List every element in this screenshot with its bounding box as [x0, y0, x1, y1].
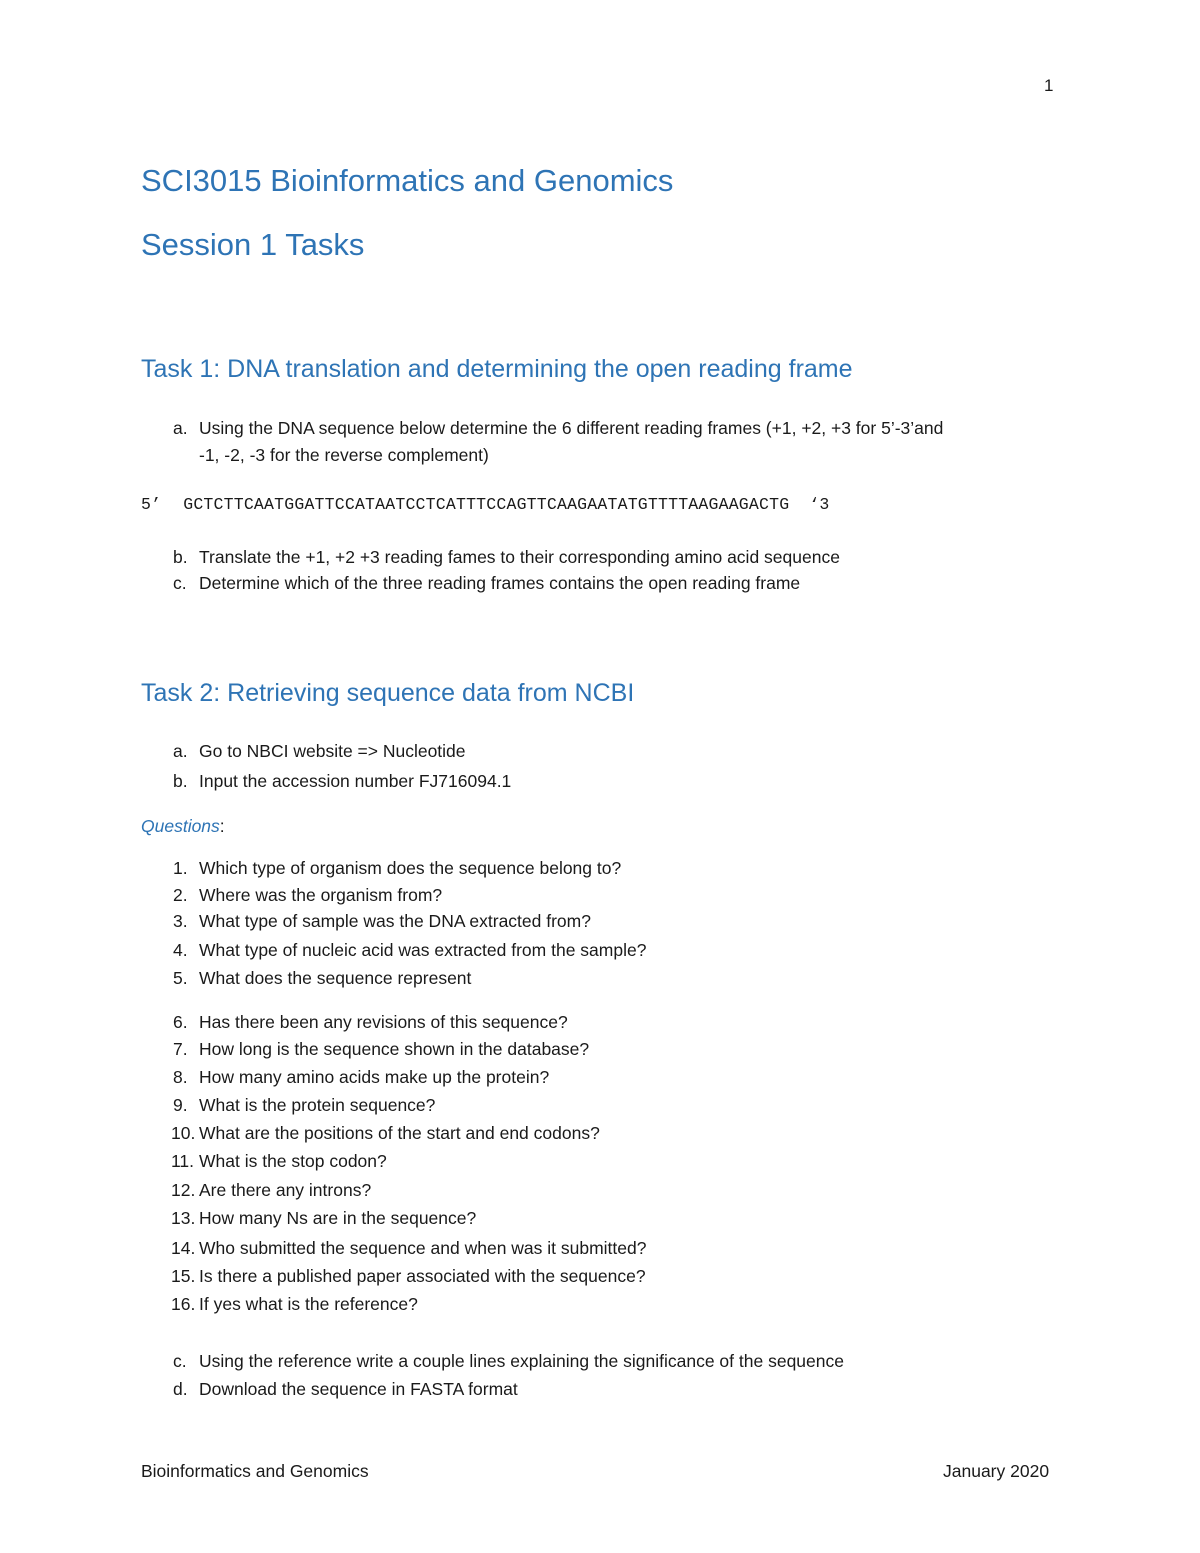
session-title: Session 1 Tasks [141, 227, 365, 262]
question-text: Is there a published paper associated with the sequence? [199, 1266, 646, 1286]
footer-date: January 2020 [943, 1461, 1050, 1481]
question-number: 5. [173, 968, 188, 988]
question-number: 16. [171, 1294, 196, 1314]
footer-course-name: Bioinformatics and Genomics [141, 1461, 369, 1481]
list-item-text: Go to NBCI website => Nucleotide [199, 741, 466, 761]
question-item [141, 968, 471, 989]
list-item-text: -1, -2, -3 for the reverse complement) [199, 445, 489, 465]
question-number: 12. [171, 1180, 196, 1200]
question-number: 11. [171, 1151, 195, 1171]
question-item [141, 911, 591, 932]
question-item [141, 1208, 476, 1229]
question-number: 8. [173, 1067, 188, 1087]
page-number: 1 [1044, 76, 1054, 95]
task1-heading: Task 1: DNA translation and determining the open reading frame [141, 355, 853, 383]
document-title: SCI3015 Bioinformatics and Genomics [141, 163, 674, 198]
question-item [141, 1012, 568, 1033]
question-item [141, 1067, 549, 1088]
dna-sequence [141, 495, 830, 514]
question-number: 9. [173, 1095, 188, 1115]
question-item [141, 1095, 435, 1116]
question-item [141, 1123, 600, 1144]
sequence-start-label: 5’ [141, 495, 162, 514]
list-item-text: Determine which of the three reading frames contains the open reading frame [199, 573, 801, 593]
question-number: 1. [173, 858, 188, 878]
task1-item-b [141, 547, 840, 568]
list-marker: c. [173, 573, 187, 593]
question-number: 3. [173, 911, 188, 931]
list-item-text: Input the accession number FJ716094.1 [199, 771, 512, 791]
question-item [141, 1180, 371, 1201]
question-text: What type of nucleic acid was extracted from the sample? [199, 940, 647, 960]
question-item [141, 885, 442, 906]
question-text: If yes what is the reference? [199, 1294, 418, 1314]
question-item [141, 1151, 387, 1172]
question-item [141, 1039, 589, 1060]
question-item [141, 1238, 646, 1259]
question-number: 14. [171, 1238, 196, 1258]
task1-item-a-continued [141, 445, 489, 466]
question-text: What are the positions of the start and end codons? [199, 1123, 600, 1143]
question-item [141, 1294, 418, 1315]
question-number: 13. [171, 1208, 196, 1228]
question-item [141, 1266, 646, 1287]
task2-heading: Task 2: Retrieving sequence data from NCBI [141, 679, 635, 707]
sequence-text: GCTCTTCAATGGATTCCATAATCCTCATTTCCAGTTCAAGAATATGTTTTAAGAAGACTG [183, 495, 790, 514]
sequence-end-label: ‘3 [809, 495, 830, 514]
task2-item-a [141, 741, 466, 762]
questions-label: Questions: [141, 816, 225, 836]
question-text: What is the protein sequence? [199, 1095, 436, 1115]
question-text: What does the sequence represent [199, 968, 472, 988]
list-item-text: Translate the +1, +2 +3 reading fames to their corresponding amino acid sequence [199, 547, 840, 567]
question-text: How long is the sequence shown in the database? [199, 1039, 590, 1059]
question-text: How many Ns are in the sequence? [199, 1208, 477, 1228]
list-item-text: Using the DNA sequence below determine the 6 different reading frames (+1, +2, +3 for 5’-3’and [199, 418, 944, 438]
question-text: Who submitted the sequence and when was it submitted? [199, 1238, 647, 1258]
list-marker: a. [173, 741, 188, 761]
question-number: 2. [173, 885, 188, 905]
list-item-text: Using the reference write a couple lines explaining the significance of the sequence [199, 1351, 844, 1371]
list-marker: a. [173, 418, 188, 438]
question-text: Which type of organism does the sequence belong to? [199, 858, 622, 878]
list-marker: d. [173, 1379, 188, 1399]
task2-item-c [141, 1351, 844, 1372]
question-number: 15. [171, 1266, 196, 1286]
list-marker: c. [173, 1351, 187, 1371]
question-text: How many amino acids make up the protein? [199, 1067, 550, 1087]
question-text: What type of sample was the DNA extracted from? [199, 911, 591, 931]
task2-item-d [141, 1379, 518, 1400]
task1-item-a [141, 418, 943, 439]
question-text: Where was the organism from? [199, 885, 443, 905]
question-text: Has there been any revisions of this sequence? [199, 1012, 568, 1032]
task2-item-b [141, 771, 511, 792]
question-number: 7. [173, 1039, 188, 1059]
list-item-text: Download the sequence in FASTA format [199, 1379, 518, 1399]
question-text: What is the stop codon? [199, 1151, 387, 1171]
task1-item-c [141, 573, 800, 594]
list-marker: b. [173, 771, 188, 791]
question-item [141, 858, 621, 879]
question-text: Are there any introns? [199, 1180, 372, 1200]
list-marker: b. [173, 547, 188, 567]
question-number: 4. [173, 940, 188, 960]
question-item [141, 940, 646, 961]
question-number: 6. [173, 1012, 188, 1032]
question-number: 10. [171, 1123, 196, 1143]
